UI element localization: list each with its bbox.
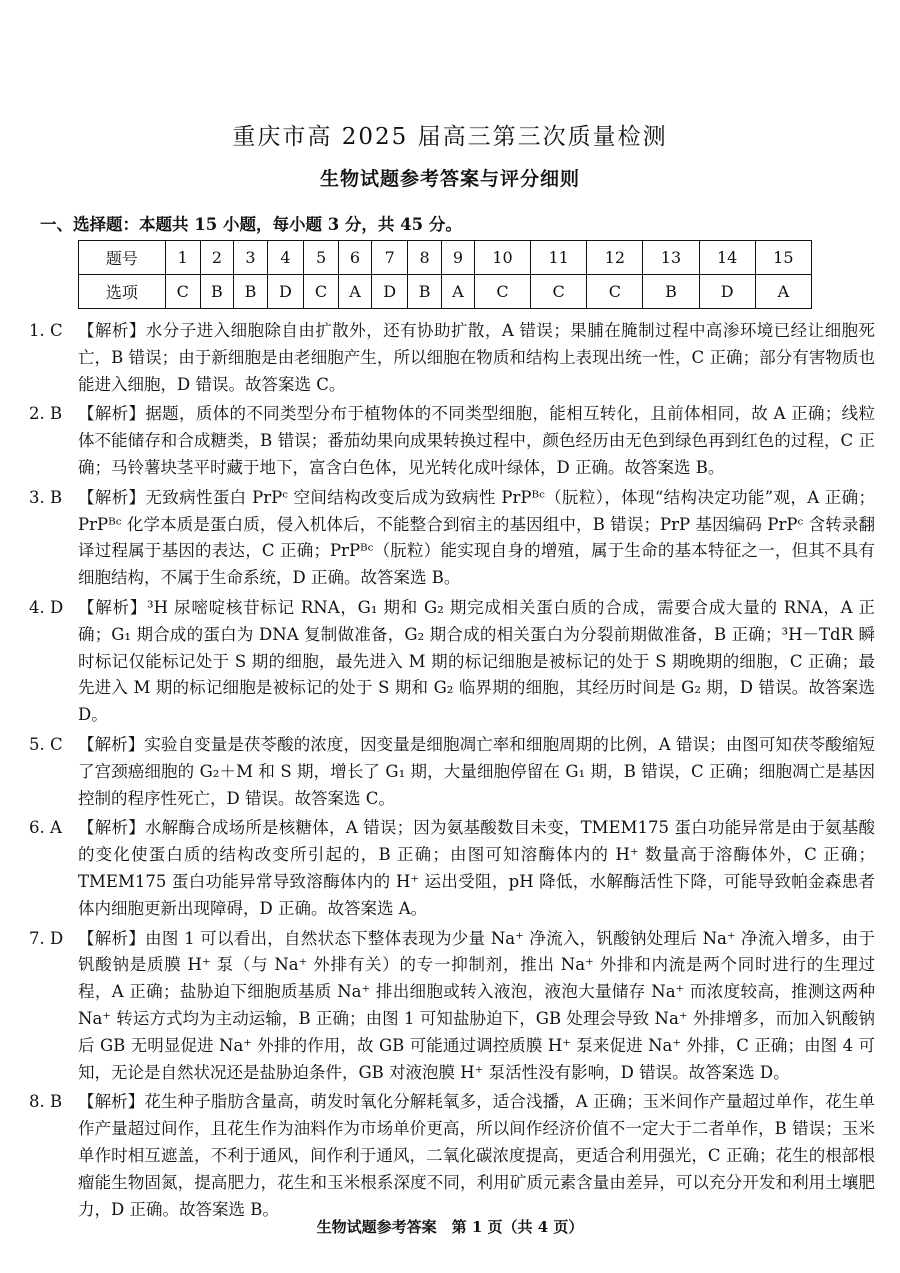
question-number-row [79, 241, 812, 275]
explanation-item [29, 815, 875, 922]
item-explanation: 【解析】水分子进入细胞除自由扩散外，还有协助扩散，A 错误；果脯在腌制过程中高渗环境已经让细胞死亡，B 错误；由于新细胞是由老细胞产生，所以细胞在物质和结构上表现出统一性，C 正确；部分有害物质也能进入细胞，D 错误。故答案选 C。 [78, 321, 875, 394]
answer-option: A [338, 275, 371, 309]
item-answer: 8. B [29, 1092, 63, 1112]
question-number: 3 [234, 241, 268, 275]
answer-option: A [755, 275, 811, 309]
item-explanation: 【解析】实验自变量是茯苓酸的浓度，因变量是细胞凋亡率和细胞周期的比例，A 错误；由图可知茯苓酸缩短了宫颈癌细胞的 G₂＋M 和 S 期，增长了 G₁ 期，大量细胞停留在 G₁ 期，B 错误，C 正确；细胞凋亡是基因控制的程序性死亡，D 错误。故答案选 C。 [78, 734, 875, 808]
question-number: 12 [587, 241, 643, 275]
item-answer: 4. D [29, 597, 64, 617]
question-number: 7 [371, 241, 407, 275]
question-number: 4 [267, 241, 303, 275]
answer-option: B [200, 275, 234, 309]
answer-option: B [408, 275, 442, 309]
question-number: 14 [699, 241, 755, 275]
question-number: 8 [408, 241, 442, 275]
question-number: 10 [474, 241, 530, 275]
item-answer: 6. A [29, 818, 62, 838]
explanation-item [29, 1089, 875, 1223]
answer-option: A [441, 275, 474, 309]
question-number: 13 [643, 241, 699, 275]
answer-option: D [371, 275, 407, 309]
explanation-item [29, 926, 875, 1087]
answer-option: B [643, 275, 699, 309]
item-answer: 1. C [29, 321, 63, 340]
answer-option: C [165, 275, 200, 309]
answer-option: C [587, 275, 643, 309]
page-footer: 生物试题参考答案 第 1 页（共 4 页） [316, 1218, 584, 1236]
explanation-item [29, 485, 875, 592]
section-heading: 一、选择题：本题共 15 小题，每小题 3 分，共 45 分。 [40, 215, 462, 234]
document-subtitle: 生物试题参考答案与评分细则 [319, 168, 580, 190]
question-number: 9 [441, 241, 474, 275]
question-number: 11 [531, 241, 587, 275]
explanation-item [29, 318, 875, 398]
item-explanation: 【解析】水解酶合成场所是核糖体，A 错误；因为氨基酸数目未变，TMEM175 蛋白功能异常是由于氨基酸的变化使蛋白质的结构改变所引起的，B 正确；由图可知溶酶体内的 H⁺ 数量高于溶酶体外，C 正确；TMEM175 蛋白功能异常导致溶酶体内的 H⁺ 运出受阻，pH 降低，水解酶活性下降，可能导致帕金森患者体内细胞更新出现障碍，D 正确。故答案选 A。 [78, 818, 875, 918]
answer-row [79, 275, 812, 309]
item-answer: 5. C [29, 734, 63, 754]
question-number: 6 [338, 241, 371, 275]
item-explanation: 【解析】无致病性蛋白 PrPᶜ 空间结构改变后成为致病性 PrPᴮᶜ（朊粒），体现“结构决定功能”观，A 正确；PrPᴮᶜ 化学本质是蛋白质，侵入机体后，不能整合到宿主的基因组中，B 错误；PrP 基因编码 PrPᶜ 含转录翻译过程属于基因的表达，C 正确；PrPᴮᶜ（朊粒）能实现自身的增殖，属于生命的基本特征之一，但其不具有细胞结构，不属于生命系统，D 正确。故答案选 B。 [78, 487, 875, 588]
item-explanation: 【解析】花生种子脂肪含量高，萌发时氧化分解耗氧多，适合浅播，A 正确；玉米间作产量超过单作，花生单作产量超过间作，且花生作为油料作为市场单价更高，所以间作经济价值不一定大于二者单作，B 错误；玉米单作时相互遮盖，不利于通风，间作利于通风，二氧化碳浓度提高，更适合利用强光，C 正确；花生的根部根瘤能生物固氮，提高肥力，花生和玉米根系深度不同，利用矿质元素含量由差异，可以充分开发和利用土壤肥力，D 正确。故答案选 B。 [78, 1092, 875, 1219]
question-number: 1 [165, 241, 200, 275]
item-explanation: 【解析】据题，质体的不同类型分布于植物体的不同类型细胞，能相互转化，且前体相同，故 A 正确；线粒体不能储存和合成糖类，B 错误；番茄幼果向成果转换过程中，颜色经历由无色到绿色再到红色的过程，C 正确；马铃薯块茎平时藏于地下，富含白色体，见光转化成叶绿体，D 正确。故答案选 B。 [78, 404, 875, 477]
explanation-item [29, 401, 875, 481]
question-number: 5 [304, 241, 339, 275]
item-answer: 7. D [29, 928, 64, 948]
explanation-list [29, 318, 875, 1226]
row-label: 选项 [79, 275, 166, 309]
item-explanation: 【解析】由图 1 可以看出，自然状态下整体表现为少量 Na⁺ 净流入，钒酸钠处理后 Na⁺ 净流入增多，由于钒酸钠是质膜 H⁺ 泵（与 Na⁺ 外排有关）的专一抑制剂，推出 Na⁺ 外排和内流是两个同时进行的生理过程，A 正确；盐胁迫下细胞质基质 Na⁺ 排出细胞或转入液泡，液泡大量储存 Na⁺ 而浓度较高，推测这两种 Na⁺ 转运方式均为主动运输，B 正确；由图 1 可知盐胁迫下，GB 处理会导致 Na⁺ 外排增多，而加入钒酸钠后 GB 无明显促进 Na⁺ 外排的作用，故 GB 可能通过调控质膜 H⁺ 泵来促进 Na⁺ 外排，C 正确；由图 4 可知，无论是自然状况还是盐胁迫条件，GB 对液泡膜 H⁺ 泵活性没有影响，D 错误。故答案选 D。 [78, 928, 875, 1082]
question-number: 2 [200, 241, 234, 275]
answer-option: C [531, 275, 587, 309]
row-label: 题号 [79, 241, 166, 275]
answer-option: D [267, 275, 303, 309]
answer-table [78, 240, 812, 309]
answer-option: D [699, 275, 755, 309]
explanation-item [29, 595, 875, 729]
answer-option: C [304, 275, 339, 309]
item-explanation: 【解析】³H 尿嘧啶核苷标记 RNA，G₁ 期和 G₂ 期完成相关蛋白质的合成，需要合成大量的 RNA，A 正确；G₁ 期合成的蛋白为 DNA 复制做准备，G₂ 期合成的相关蛋白为分裂前期做准备，B 正确；³H－TdR 瞬时标记仅能标记处于 S 期的细胞，最先进入 M 期的标记细胞是被标记的处于 S 期晚期的细胞，C 正确；最先进入 M 期的标记细胞是被标记的处于 S 期和 G₂ 临界期的细胞，其经历时间是 G₂ 期，D 错误。故答案选 D。 [78, 597, 875, 725]
item-answer: 2. B [29, 404, 63, 424]
item-answer: 3. B [29, 487, 63, 507]
question-number: 15 [755, 241, 811, 275]
answer-option: C [474, 275, 530, 309]
explanation-item [29, 732, 875, 812]
document-title: 重庆市高 2025 届高三第三次质量检测 [232, 124, 668, 150]
answer-option: B [234, 275, 268, 309]
